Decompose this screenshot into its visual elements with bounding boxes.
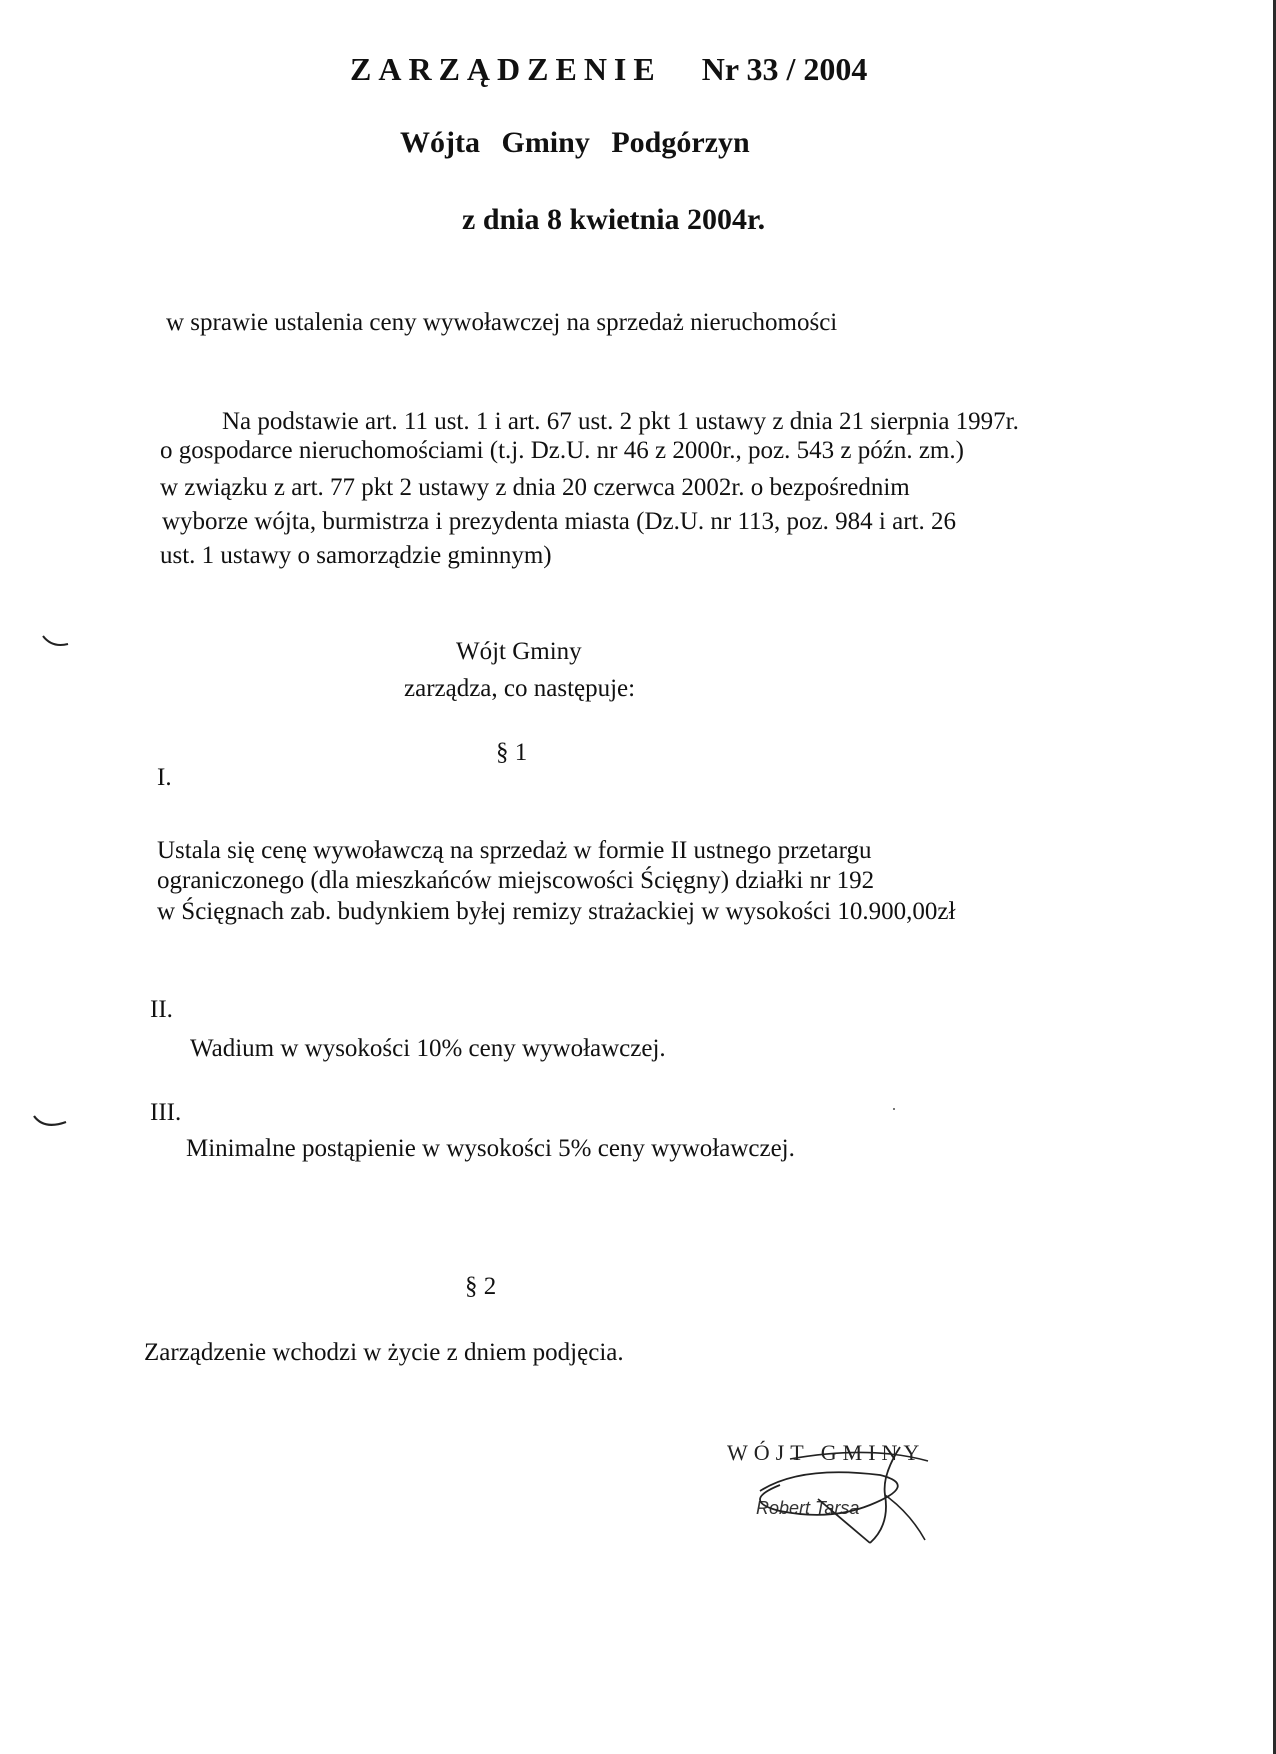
section-2-text: Zarządzenie wchodzi w życie z dniem podjęcia. bbox=[144, 1339, 624, 1366]
svg-text:Robert Tarsa: Robert Tarsa bbox=[756, 1498, 860, 1518]
legal-basis-line: o gospodarce nieruchomościami (t.j. Dz.U. nr 46 z 2000r., poz. 543 z późn. zm.) bbox=[160, 437, 964, 464]
legal-basis-line: ust. 1 ustawy o samorządzie gminnym) bbox=[160, 542, 552, 569]
legal-basis-line: w związku z art. 77 pkt 2 ustawy z dnia 20 czerwca 2002r. o bezpośrednim bbox=[160, 474, 910, 501]
point-text-line: Ustala się cenę wywoławczą na sprzedaż w formie II ustnego przetargu bbox=[157, 837, 872, 864]
scan-speck bbox=[893, 1108, 895, 1110]
section-2-heading: § 2 bbox=[465, 1273, 497, 1300]
title-word: ZARZĄDZENIE bbox=[350, 51, 662, 87]
legal-basis-line: wyborze wójta, burmistrza i prezydenta miasta (Dz.U. nr 113, poz. 984 i art. 26 bbox=[162, 508, 956, 535]
decree-intro-issuer: Wójt Gminy bbox=[456, 638, 582, 665]
section-1-heading: § 1 bbox=[496, 739, 528, 766]
margin-mark bbox=[40, 630, 72, 652]
point-text-line: Wadium w wysokości 10% ceny wywoławczej. bbox=[190, 1035, 666, 1062]
legal-basis-line: Na podstawie art. 11 ust. 1 i art. 67 ust. 2 pkt 1 ustawy z dnia 21 sierpnia 1997r. bbox=[222, 408, 1019, 435]
title-number: Nr 33 / 2004 bbox=[701, 51, 868, 87]
point-text-line: Minimalne postąpienie w wysokości 5% ceny wywoławczej. bbox=[186, 1135, 795, 1162]
issuer: Wójta Gminy Podgórzyn bbox=[400, 126, 750, 159]
signature-stamp bbox=[720, 1425, 950, 1560]
point-numeral: III. bbox=[150, 1099, 182, 1126]
subject: w sprawie ustalenia ceny wywoławczej na sprzedaż nieruchomości bbox=[166, 309, 838, 336]
margin-mark bbox=[30, 1110, 70, 1136]
svg-text:WÓJT GMINY: WÓJT GMINY bbox=[727, 1440, 926, 1465]
decree-intro-statement: zarządza, co następuje: bbox=[404, 675, 636, 702]
document-date: z dnia 8 kwietnia 2004r. bbox=[462, 203, 766, 236]
point-numeral: I. bbox=[157, 764, 172, 791]
document-title bbox=[350, 51, 868, 87]
point-text-line: ograniczonego (dla mieszkańców miejscowości Ścięgny) działki nr 192 bbox=[157, 867, 875, 894]
point-text-line: w Ścięgnach zab. budynkiem byłej remizy strażackiej w wysokości 10.900,00zł bbox=[157, 898, 956, 925]
point-numeral: II. bbox=[150, 996, 173, 1023]
